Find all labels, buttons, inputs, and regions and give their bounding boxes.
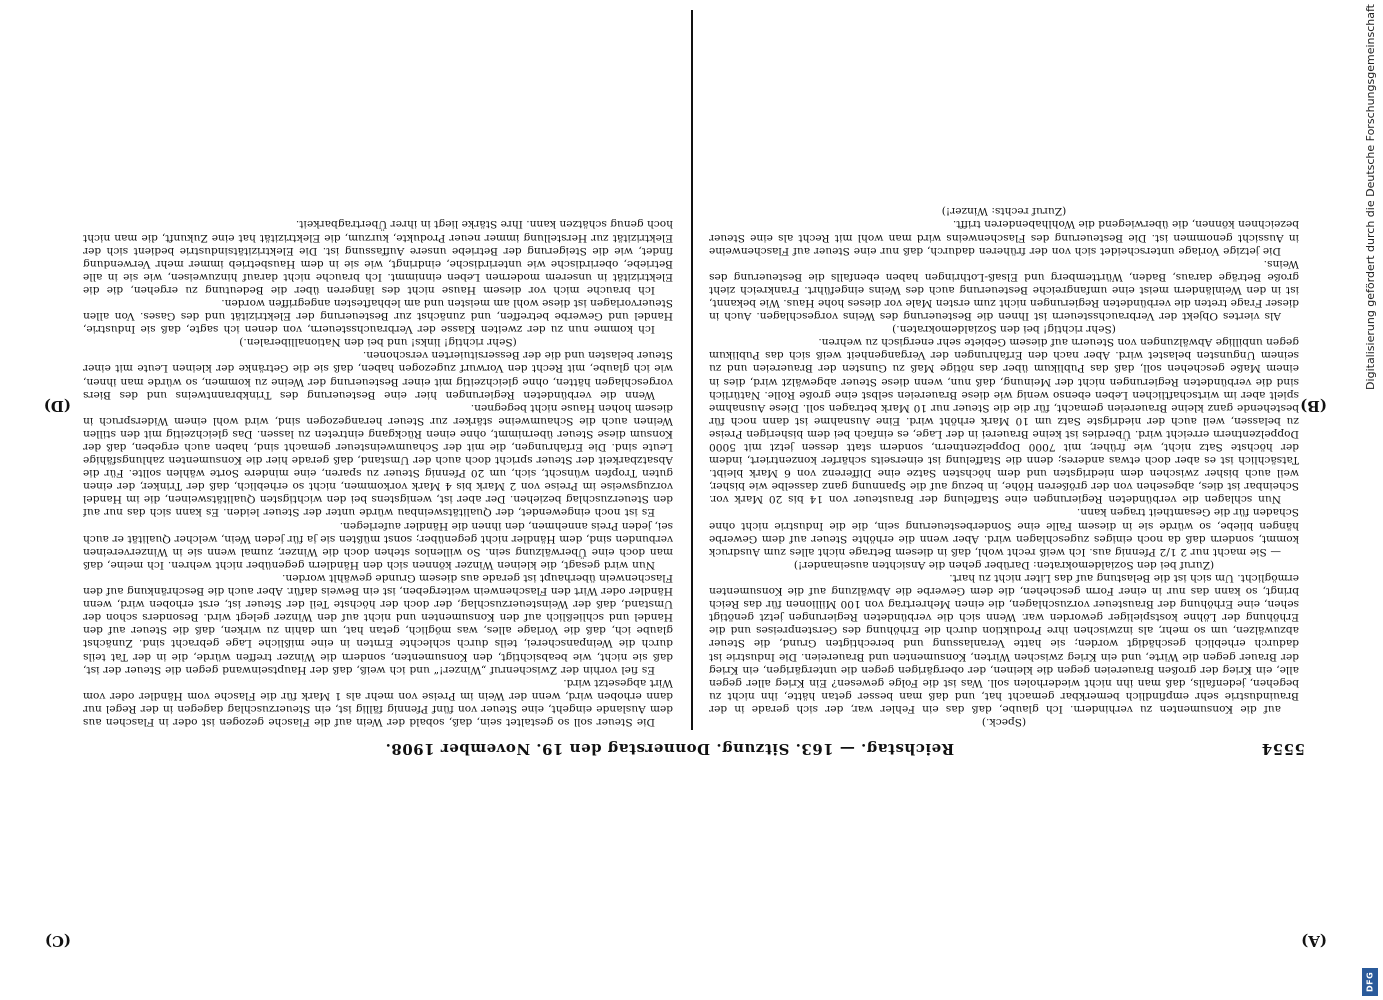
paragraph: (Sehr richtig! bei den Sozialdemokraten.) (892, 323, 1116, 336)
paragraph: (Zuruf bei den Sozialdemokraten: Darüber gehen die Ansichten auseinander!) (793, 558, 1215, 571)
paragraph: Nun wird gesagt, die kleinen Winzer können sich den Händlern gegenüber nicht wehren. Ich meine, daß man doch eine Überwälzung sein. So willenlos stehen doch die Winzer, zumal wenn sie in Winzervereinen verbunden sind, dem Händler nicht gegenüber; sonst müßten sie ja für jeden Wein, welcher Qualität er auch sei, jeden Preis annehmen, den ihnen die Händler auferlegen. (83, 519, 673, 571)
margin-marker-a: (A) (1301, 932, 1327, 950)
page-number: 5554 (1261, 740, 1305, 758)
left-column (709, 13, 1299, 728)
paragraph: Es ist noch eingewendet, der Qualitätsweinbau würde unter der Steuer leiden. Es kann sich das nur auf den Steuerzuschlag beziehen. Der aber ist, wenigstens bei den wichtigsten Qualitätsweinen, die im Handel vorzugsweise im Preise von 2 Mark bis 4 Mark vorkommen, nicht so erheblich, daß der Trinker, der einen guten Tropfen wünscht, sich, um 20 Pfennig Steuer zu sparen, eine mindere Sorte wählen sollte. Für die Absatzbarkeit der Steuer spricht doch auch der Umstand, daß gerade hier die Konsumenten zahlungsfähige Leute sind. Die Erfahrungen, die mit der Schaumweinsteuer gemacht sind, haben auch ergeben, daß der Konsum diese Steuer übernimmt, ohne einen Rückgang eintreten zu lassen. Das gleichzeitig mit den stillen Weinen auch die Schaumweine stärker zur Steuer herangezogen sind, wird wohl einem Widerspruch in diesem hohen Hause nicht begegnen. (83, 401, 673, 519)
digitization-credit: Digitalisierung gefördert durch die Deutsche Forschungsgemeinschaft (1364, 4, 1377, 390)
page-title: Reichstag. — 163. Sitzung. Donnerstag den 19. November 1908. (385, 740, 955, 758)
column-divider (691, 10, 693, 730)
paragraph: Die Steuer soll so gestaltet sein, daß, sobald der Wein auf die Flasche gezogen ist oder in Flaschen aus dem Auslande eingeht, eine Steuer von fünf Pfennig fällig ist, ein Steuerzuschlag dagegen in der Regel nur dann erhoben wird, wenn der Wein im Preise von mehr als 1 Mark für die Flasche vom Händler oder vom Wirt abgesetzt wird. (83, 676, 673, 728)
paragraph: Nun schlagen die verbündeten Regierungen eine Staffelung der Brausteuer von 14 bis 20 Mark vor. Scheinbar ist dies, abgesehen von der größeren Höhe, in bezug auf die Spannung ganz dasselbe wie bisher, weil auch bisher zwischen dem niedrigsten und dem höchsten Satze eine Differenz von 6 Mark bleibt. Tatsächlich ist es aber doch etwas anderes; denn die Staffelung ist einerseits schärfer konzentriert, indem der höchste Satz nicht, wie früher, mit 7000 Doppelzentnern, sondern statt dessen jetzt mit 5000 Doppelzentnern erreicht wird. Überdies ist keine Brauerei in der Lage, es einfach bei dem bisherigen Preise zu belassen, weil auch der niedrigste Satz um 10 Mark erhöht wird. Eine Ausnahme ist dann noch für bestehende ganz kleine Brauereien gemacht, für die die Steuer nur 10 Mark betragen soll. Diese Ausnahme spielt aber im wirtschaftlichen Leben ebenso wenig wie diese Brauereien selbst eine große Rolle. Natürlich sind die verbündeten Regierungen nicht der Meinung, daß nun, wenn diese Steuer abgewälzt wird, dies in einem Maße geschehen soll, daß das Publikum über das nötige Maß zu Gunsten der Brauereien und zu seinem Ungunsten belastet wird. Aber nach den Erfahrungen der Vergangenheit weiß sich das Publikum gegen unbillige Abwälzungen von Steuern auf diesem Gebiete sehr energisch zu wehren. (709, 336, 1299, 506)
paragraph: Als viertes Objekt der Verbrauchssteuern ist Ihnen die Besteuerung des Weins vorgeschlagen. Auch in dieser Frage treten die verbündeten Regierungen nicht zum ersten Male vor dieses hohe Haus. Wie bekannt, ist in den Weinländern meist eine umfangreiche Besteuerung auch des Weins eingeführt. Frankreich zieht große Beträge daraus, Baden, Württemberg und Elsaß-Lothringen haben ebenfalls die Besteuerung des Weins. (709, 257, 1299, 323)
paragraph: — Sie macht nur 2 1/2 Pfennig aus. Ich weiß recht wohl, daß in diesem Betrage nicht alles zum Ausdruck kommt, sondern daß da noch einiges zugeschlagen wird. Aber wenn die erhöhte Steuer auf dem Gewerbe hängen bliebe, so würde sie in diesem Falle eine Sonderbesteuerung sein, die die Industrie nicht ohne Schaden für die Gesamtheit tragen kann. (709, 506, 1299, 558)
margin-marker-c: (C) (44, 932, 71, 950)
paragraph: Ich brauche mich vor diesem Hause nicht des längeren über die Bedeutung zu ergehen, die die Elektrizität in unserem modernen Leben einnimmt. Ich brauche nicht darauf hinzuweisen, wie sie in alle Betriebe, oberirdische wie unterirdische, eindringt, wie sie in dem Hausbetrieb immer mehr Verwendung findet, wie die Steigerung der Betriebe unsere Auffassung ist. Die Elektrizitätsindustrie bedient sich der Elektrizität zur Herstellung immer neuer Produkte, kurzum, die Elektrizität hat eine Zukunft, die man nicht hoch genug schätzen kann. Ihre Stärke liegt in ihrer Übertragbarkeit. (83, 218, 673, 296)
paragraph: auf die Konsumenten zu verhindern. Ich glaube, daß das ein Fehler war, der sich gerade in der Brauindustrie sehr empfindlich bemerkbar gemacht hat, und daß man besser getan hätte, ihn nicht zu begehen, jedenfalls, daß man ihn nicht wiederholen soll. Was ist die Folge gewesen? Ein Krieg aller gegen alle, ein Krieg der großen Brauereien gegen die kleinen, der obergärigen gegen die untergärigen, ein Krieg der Brauer gegen die Wirte, und ein Krieg zwischen Wirten, Konsumenten und Brauereien. Die Industrie ist dadurch erheblich geschädigt worden; sie hatte Veranlassung und berechtigten Grund, die Steuer abzuwälzen, um so mehr, als inzwischen ihre Produktion durch die Erhöhung des Gerstenpreises und die Erhöhung der Löhne kostspieliger geworden war. Wenn sich die verbündeten Regierungen jetzt genötigt sehen, eine Erhöhung der Brausteuer vorzuschlagen, die einen Mehrertrag von 100 Millionen für das Reich bringt, so kann das nur in einer Form geschehen, die dem Gewerbe die Abwälzung auf die Konsumenten ermöglicht. Um sich ist die Belastung auf das Liter nicht zu hart. (709, 571, 1299, 715)
paragraph: (Sehr richtig! links! und bei den Nationalliberalen.) (239, 336, 517, 349)
margin-marker-b: (B) (1300, 397, 1327, 415)
right-column (83, 13, 673, 728)
paragraph: Wenn die verbündeten Regierungen hier eine Besteuerung des Trinkbranntweins und des Biers vorgeschlagen hätten, ohne gleichzeitig mit einer Besteuerung der Weine zu kommen, so würde man ihnen, wie ich glaube, mit Recht den Vorwurf zugezogen haben, daß sie die Getränke der kleinen Leute mit einer Steuer belasten und die der Bessersituierten verschonen. (83, 349, 673, 401)
page-header (78, 734, 1305, 764)
paragraph: Es fiel vorhin der Zwischenruf „Winzer!“ und ich weiß, daß der Hauptseinwand gegen die Steuer der ist, daß sie nicht, wie beabsichtigt, den Konsumenten, sondern die Winzer treffen würde, die in der Tat teils durch die Weinpanscherei, teils durch schlechte Ernten in eine mißliche Lage gebracht sind. Zunächst glaube ich, daß die Vorlage alles, was möglich, getan hat, um dahin zu wirken, daß die Steuer auf den Handel und schließlich auf den Konsumenten und nicht auf den Winzer gelegt wird. Besonders schon der Umstand, daß der Weinsteuerzuschlag, der doch der höchste Teil der Steuer ist, erst erhoben wird, wenn Händler oder Wirt den Flaschenwein weitergeben, ist ein Beweis dafür. Aber auch die Beschränkung auf den Flaschenwein überhaupt ist gerade aus diesem Grunde gewählt worden. (83, 571, 673, 676)
paragraph: Ich komme nun zu der zweiten Klasse der Verbrauchssteuern, von denen ich sagte, daß sie Industrie, Handel und Gewerbe betreffen, und zunächst zur Besteuerung der Elektrizität und des Gases. Von allen Steuervorlagen ist diese wohl am meisten und am lebhaftesten angegriffen worden. (83, 297, 673, 336)
paragraph: (Speck.) (981, 716, 1027, 728)
paragraph: (Zuruf rechts: Winzer!) (941, 205, 1067, 218)
paragraph: Die jetzige Vorlage unterscheidet sich von der früheren dadurch, daß nur eine Steuer auf Flaschenweine in Aussicht genommen ist. Die Besteuerung des Flaschenweins wird man wohl mit Recht als eine Steuer bezeichnen können, die überwiegend die Wohlhabenderen trifft. (709, 218, 1299, 257)
margin-marker-d: (D) (43, 397, 71, 415)
dfg-logo: DFG (1362, 968, 1378, 996)
